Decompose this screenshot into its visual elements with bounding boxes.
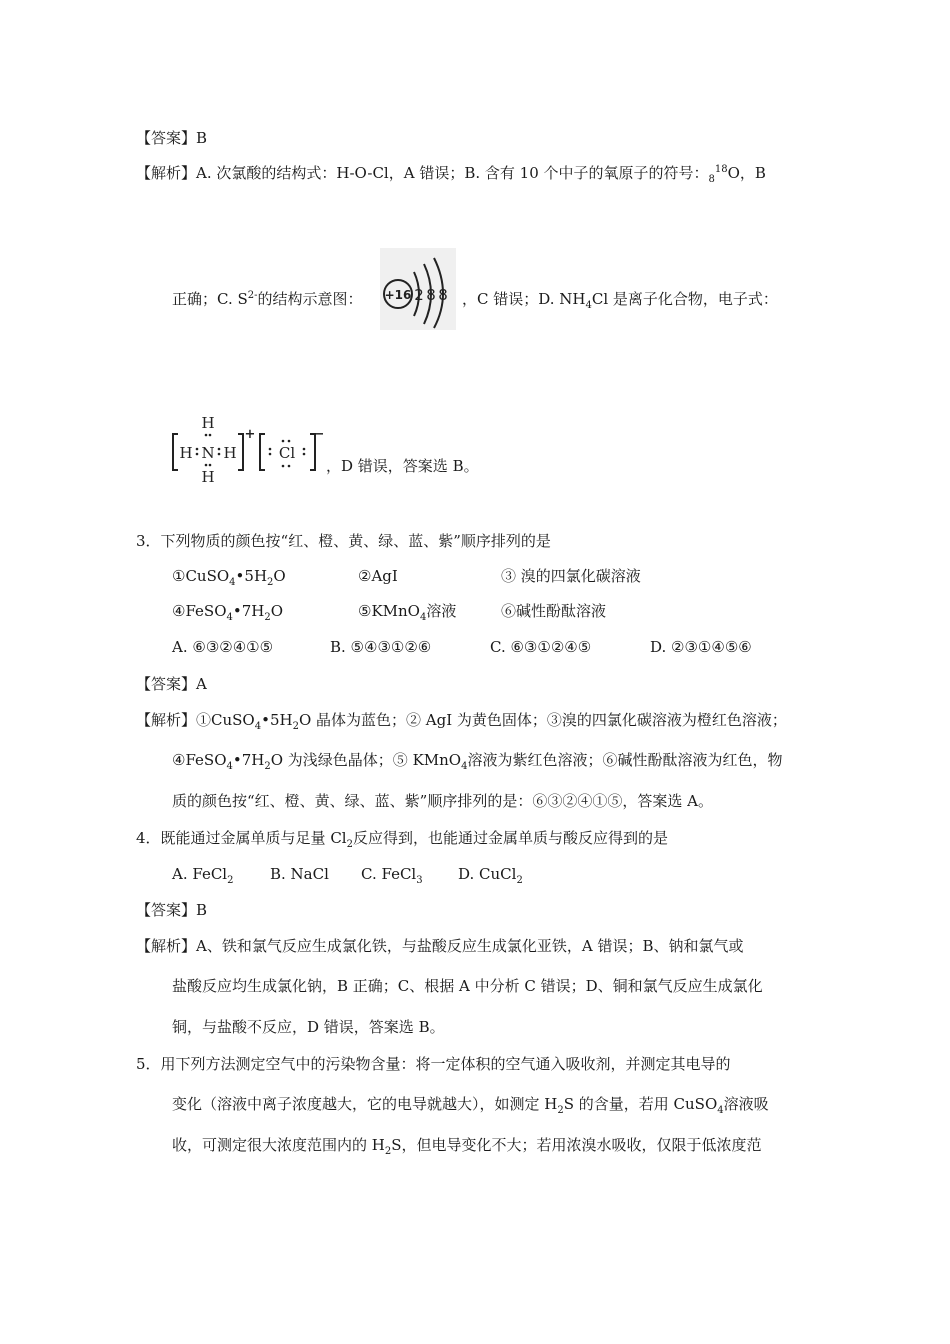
electron-dot	[218, 448, 221, 451]
analysis-text: ，D 错误，答案选 B。	[326, 457, 479, 475]
analysis-text: ④FeSO	[172, 751, 227, 769]
analysis-line	[136, 710, 787, 730]
subscript: 4	[226, 761, 233, 772]
question-stem: 5．用下列方法测定空气中的污染物含量：将一定体积的空气通入吸收剂，并测定其电导的	[136, 1055, 731, 1073]
subscript: 2	[264, 612, 271, 623]
question-stem: 3．下列物质的颜色按“红、橙、黄、绿、蓝、紫”顺序排列的是	[136, 532, 551, 550]
stem-text: 溶液吸	[723, 1095, 769, 1113]
atom-h: H	[201, 468, 215, 486]
analysis-label: 【解析】	[136, 937, 197, 955]
answer-value: A	[196, 675, 207, 693]
subscript: 2	[227, 875, 234, 886]
subscript: 4	[585, 300, 592, 311]
choice-a	[172, 864, 233, 884]
list-item	[172, 566, 286, 586]
choice-text: C. FeCl	[361, 865, 417, 883]
mass-number: 18	[714, 164, 728, 175]
analysis-text: •5H	[261, 711, 293, 729]
question-text	[172, 1094, 769, 1114]
shell-electrons: 2	[414, 286, 424, 304]
stem-text: 变化（溶液中离子浓度越大，它的电导就越大），如测定 H	[172, 1095, 558, 1113]
subscript: 4	[254, 721, 262, 732]
analysis-line	[136, 163, 766, 183]
analysis-line	[172, 750, 782, 770]
analysis-label: 【解析】	[136, 164, 197, 182]
electron-dot	[288, 440, 291, 443]
item-text: 溶液	[426, 602, 457, 620]
answer-label: 【答案】	[136, 675, 197, 693]
electron-dot	[288, 465, 291, 468]
electron-dot	[303, 448, 306, 451]
shell-electrons: 8	[438, 286, 448, 304]
analysis-text: ①CuSO	[196, 711, 255, 729]
item-text: ④FeSO	[172, 602, 227, 620]
analysis-line: 质的颜色按“红、橙、黄、绿、蓝、紫”顺序排列的是：⑥③②④①⑤，答案选 A。	[172, 792, 713, 810]
electron-dot	[282, 465, 285, 468]
answer-label: 【答案】	[136, 129, 197, 147]
subscript: 4	[229, 577, 236, 588]
analysis-line	[462, 289, 778, 309]
bracket-left	[173, 434, 178, 470]
electron-dot	[282, 440, 285, 443]
subscript: 3	[416, 875, 423, 886]
electron-dot	[209, 464, 212, 467]
answer-line	[136, 128, 207, 148]
electron-dot	[205, 434, 208, 437]
choice-c: C. ⑥③①②④⑤	[490, 638, 592, 656]
list-item	[172, 601, 283, 621]
nucleus-charge: +16	[384, 288, 412, 302]
answer-line	[136, 674, 207, 694]
analysis-text: 正确；C. S	[172, 290, 248, 308]
stem-text: 反应得到，也能通过金属单质与酸反应得到的是	[352, 829, 668, 847]
analysis-line	[326, 456, 479, 476]
bracket-left	[260, 434, 265, 470]
choice-d: D. ②③①④⑤⑥	[650, 638, 752, 656]
bracket-right	[238, 434, 243, 470]
lewis-svg	[170, 414, 325, 486]
subscript: 2	[267, 577, 274, 588]
analysis-text: O 晶体为蓝色；② AgI 为黄色固体；③溴的四氯化碳溶液为橙红色溶液；	[298, 711, 787, 729]
atom-h: H	[201, 414, 215, 432]
item-text: ①CuSO	[172, 567, 230, 585]
item-text: O	[270, 602, 284, 620]
choice-text: D. CuCl	[458, 865, 517, 883]
subscript: 4	[226, 612, 233, 623]
item-text: •5H	[235, 567, 268, 585]
sulfide-structure-diagram	[380, 248, 456, 330]
atom-h: H	[223, 444, 237, 462]
electron-dot	[205, 464, 208, 467]
stem-text: 4．既能通过金属单质与足量 Cl	[136, 829, 347, 847]
electron-dot	[269, 453, 272, 456]
analysis-text: 的结构示意图：	[257, 290, 363, 308]
list-item: ⑥碱性酚酞溶液	[501, 602, 607, 620]
stem-text: S 的含量，若用 CuSO	[563, 1095, 718, 1113]
subscript: 2	[292, 721, 299, 732]
choice-c	[361, 864, 423, 884]
analysis-line	[136, 936, 743, 956]
answer-label: 【答案】	[136, 901, 197, 919]
answer-value: B	[196, 901, 208, 919]
subscript: 4	[419, 612, 427, 623]
subscript: 2	[346, 839, 353, 850]
subscript: 2	[557, 1105, 564, 1116]
choice-b: B. ⑤④③①②⑥	[330, 638, 432, 656]
choice-a: A. ⑥③②④①⑤	[172, 638, 274, 656]
shell-electrons: 8	[426, 286, 436, 304]
analysis-text: ，C 错误；D. NH	[462, 290, 586, 308]
answer-line	[136, 900, 207, 920]
atom-n: N	[201, 444, 215, 462]
atom-h: H	[179, 444, 193, 462]
choice-d	[458, 864, 523, 884]
atomic-number: 8	[708, 174, 715, 185]
subscript: 2	[516, 875, 523, 886]
item-text: O	[273, 567, 286, 585]
cation-charge: +	[244, 427, 256, 442]
analysis-line	[172, 289, 363, 309]
analysis-text: A、铁和氯气反应生成氯化铁，与盐酸反应生成氯化亚铁，A 错误；B、钠和氯气或	[196, 937, 744, 955]
electron-dot	[218, 453, 221, 456]
analysis-text: A. 次氯酸的结构式：H-O-Cl，A 错误；B. 含有 10 个中子的氧原子的符号：	[196, 164, 709, 182]
list-item: ③ 溴的四氯化碳溶液	[501, 567, 641, 585]
analysis-text: O，B	[727, 164, 766, 182]
item-text: •7H	[232, 602, 265, 620]
subscript: 4	[461, 761, 468, 772]
atom-diagram-svg	[380, 248, 456, 330]
analysis-line: 铜，与盐酸不反应，D 错误，答案选 B。	[172, 1018, 445, 1036]
stem-text: 收，可测定很大浓度范围内的 H	[172, 1136, 385, 1154]
list-item: ②AgI	[358, 567, 398, 585]
answer-value: B	[196, 129, 208, 147]
question-text	[172, 1135, 762, 1155]
electron-dot	[303, 453, 306, 456]
electron-dot	[269, 448, 272, 451]
analysis-text: 溶液为紫红色溶液；⑥碱性酚酞溶液为红色，物	[467, 751, 783, 769]
analysis-line: 盐酸反应均生成氯化钠，B 正确；C、根据 A 中分析 C 错误；D、铜和氯气反应生成氯化	[172, 977, 763, 995]
analysis-label: 【解析】	[136, 711, 197, 729]
analysis-text: O 为浅绿色晶体；⑤ KMnO	[270, 751, 462, 769]
stem-text: S，但电导变化不大；若用浓溴水吸收，仅限于低浓度范	[391, 1136, 762, 1154]
anion-charge: −	[313, 427, 325, 442]
question-stem	[136, 828, 668, 848]
analysis-text: •7H	[232, 751, 265, 769]
atom-cl: Cl	[278, 444, 296, 462]
choice-text: A. FeCl	[172, 865, 228, 883]
ion-charge: 2-	[247, 290, 258, 301]
electron-dot	[196, 453, 199, 456]
list-item	[358, 601, 456, 621]
nh4cl-electron-formula	[170, 414, 325, 486]
electron-dot	[196, 448, 199, 451]
electron-dot	[209, 434, 212, 437]
subscript: 2	[264, 761, 271, 772]
item-text: ⑤KMnO	[358, 602, 420, 620]
subscript: 2	[384, 1146, 392, 1157]
analysis-text: Cl 是离子化合物，电子式：	[591, 290, 778, 308]
choice-b: B. NaCl	[270, 865, 329, 883]
subscript: 4	[717, 1105, 724, 1116]
